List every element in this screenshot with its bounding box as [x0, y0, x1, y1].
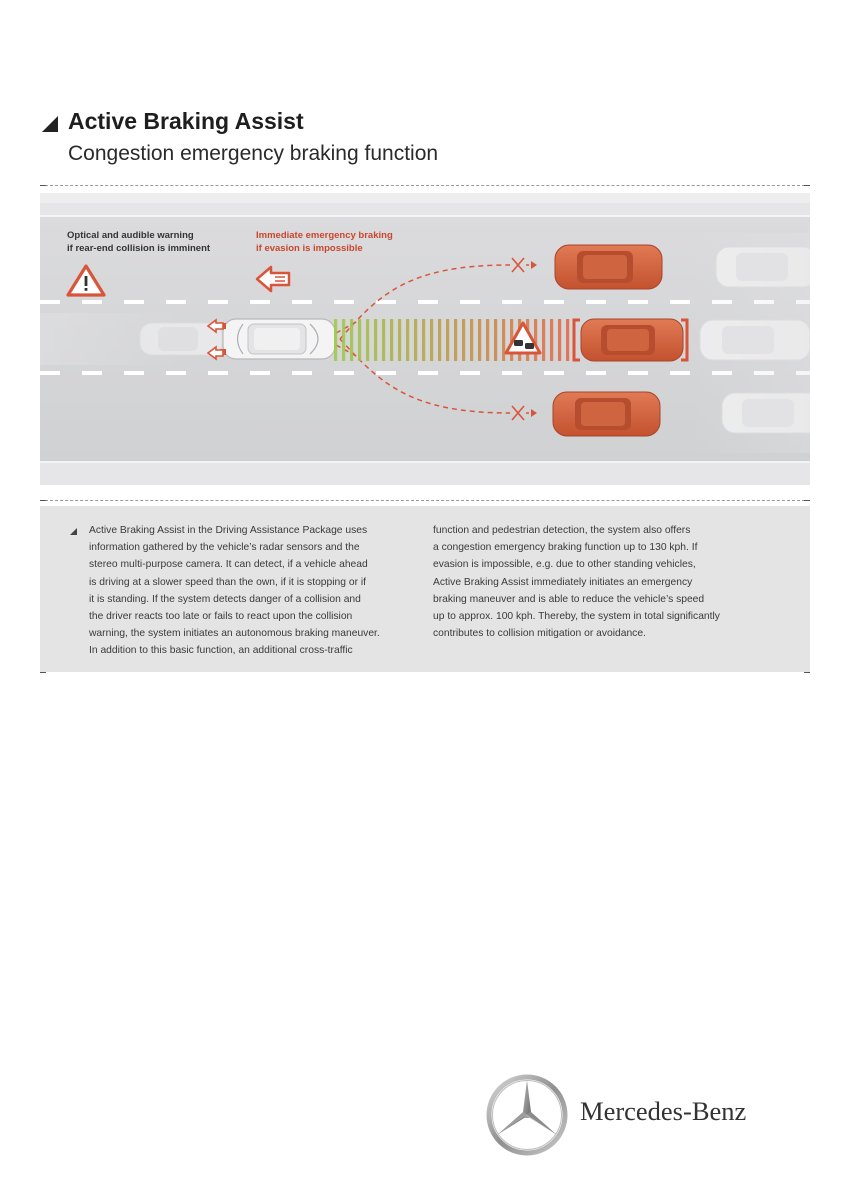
page-title: Active Braking Assist — [68, 108, 304, 134]
sensor-stripe — [334, 319, 337, 361]
sensor-stripe — [502, 319, 505, 361]
sensor-stripe — [534, 319, 537, 361]
bullet-triangle-icon — [70, 528, 77, 535]
sensor-stripe — [390, 319, 393, 361]
sensor-stripe — [374, 319, 377, 361]
box-cap-left — [40, 672, 46, 673]
brand-name: Mercedes-Benz — [580, 1096, 747, 1126]
sensor-stripe — [422, 319, 425, 361]
page-subtitle: Congestion emergency braking function — [68, 142, 439, 165]
sensor-stripe — [342, 319, 345, 361]
sensor-stripe — [382, 319, 385, 361]
sensor-stripe — [406, 319, 409, 361]
sensor-stripe — [454, 319, 457, 361]
sensor-stripe — [566, 319, 569, 361]
sensor-stripe — [350, 319, 353, 361]
sensor-stripe — [462, 319, 465, 361]
sensor-stripe — [358, 319, 361, 361]
stopped-car-lower — [553, 392, 660, 436]
mercedes-star-icon — [486, 1074, 568, 1161]
stopped-car-ahead — [581, 319, 683, 361]
title-triangle-icon — [42, 116, 58, 132]
sensor-stripe — [558, 319, 561, 361]
divider-cap-right — [804, 500, 810, 501]
description-column-1: Active Braking Assist in the Driving Assistance Package uses information gathered by the vehicle’s radar sensors and the stereo multi-purpose camera. It can detect, if a vehicle ahead is driving at a slower speed than the own, if it is stopping or if it is standing. If the system detects danger of a collision and the driver reacts too late or fails to react upon the collision warning, the system initiates an autonomous braking maneuver. In addition to this basic function, an additional cross-traffic — [89, 525, 380, 657]
sensor-stripe — [494, 319, 497, 361]
divider-middle — [40, 500, 810, 501]
braking-label-line2: if evasion is impossible — [256, 243, 363, 254]
sensor-stripe — [478, 319, 481, 361]
sensor-stripe — [542, 319, 545, 361]
description-column-2: function and pedestrian detection, the system also offers a congestion emergency braking function up to 130 kph. If evasion is impossible, e.g. due to other standing vehicles, Active Braking Assist immediately initiates an emergency braking maneuver and is able to reduce the vehicle’s speed up to approx. 100 kph. Thereby, the system in total significantly contributes to collision mitigation or avoidance. — [433, 525, 720, 640]
divider-cap-left — [40, 185, 46, 186]
sensor-stripe — [438, 319, 441, 361]
sensor-stripe — [486, 319, 489, 361]
sensor-stripe — [470, 319, 473, 361]
stopped-car-upper — [555, 245, 662, 289]
divider-top — [40, 185, 810, 186]
sensor-stripe — [430, 319, 433, 361]
sensor-stripe — [446, 319, 449, 361]
braking-label-line1: Immediate emergency braking — [256, 230, 393, 241]
sensor-stripe — [414, 319, 417, 361]
sensor-stripe — [366, 319, 369, 361]
divider-cap-left — [40, 500, 46, 501]
sensor-stripe — [398, 319, 401, 361]
box-cap-right — [804, 672, 810, 673]
sensor-stripe — [550, 319, 553, 361]
divider-cap-right — [804, 185, 810, 186]
own-car — [221, 319, 335, 359]
diagram — [40, 193, 810, 485]
description-box — [40, 506, 810, 672]
warning-label-line1: Optical and audible warning — [67, 230, 194, 241]
warning-label-line2: if rear-end collision is imminent — [67, 243, 211, 254]
